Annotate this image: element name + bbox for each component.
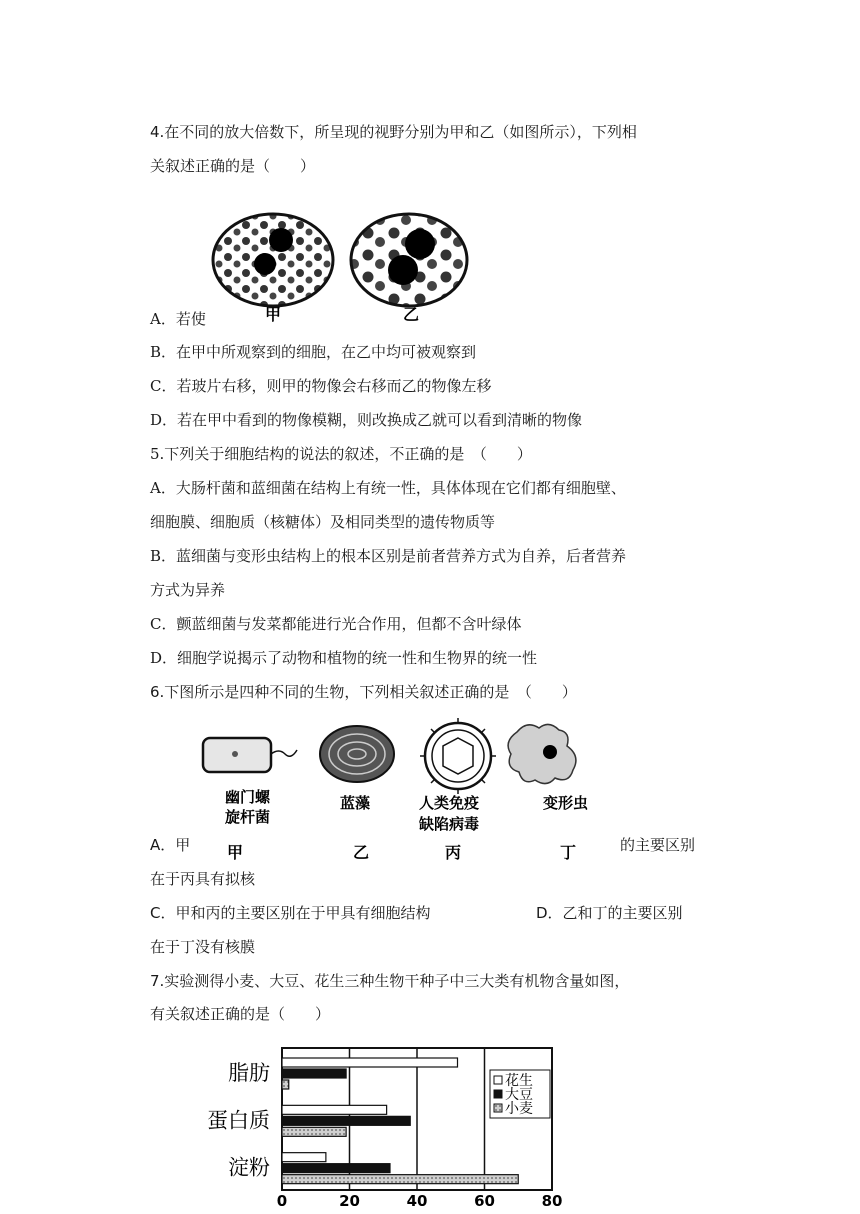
bar-花生-蛋白质 [282, 1105, 387, 1114]
organism-yi-label: 乙 [353, 843, 370, 862]
bar-花生-淀粉 [282, 1153, 326, 1162]
organism-bing-name1: 人类免疫 [419, 794, 480, 812]
organism-ding-label: 丁 [560, 843, 577, 862]
q5-option-c: C．颤蓝细菌与发菜都能进行光合作用，但都不含叶绿体 [150, 615, 522, 633]
q5-option-a-line1: A．大肠杆菌和蓝细菌在结构上有统一性，具体体现在它们都有细胞壁、 [150, 479, 626, 497]
legend-label-花生: 花生 [505, 1073, 533, 1089]
x-tick-label-60: 60 [474, 1192, 495, 1210]
q4-microscope-figure [205, 204, 470, 324]
organism-ding-body [508, 724, 576, 783]
q4-option-b: B．在甲中所观察到的细胞，在乙中均可被观察到 [150, 343, 477, 361]
q6-option-c: C．甲和丙的主要区别在于甲具有细胞结构 [150, 904, 431, 922]
organism-bing-label: 丙 [445, 843, 462, 862]
organism-yi-name: 蓝藻 [340, 794, 371, 812]
q7-bar-chart [190, 1040, 570, 1210]
bar-大豆-淀粉 [282, 1164, 390, 1173]
q5-option-a-line2: 细胞膜、细胞质（核糖体）及相同类型的遗传物质等 [150, 513, 496, 531]
legend-swatch-小麦 [494, 1104, 502, 1112]
q5-option-b-line1: B．蓝细菌与变形虫结构上的根本区别是前者营养方式为自养，后者营养 [150, 547, 627, 565]
bar-花生-脂肪 [282, 1058, 458, 1067]
q6-option-b-line2: 在于丙具有拟核 [150, 870, 256, 888]
q6-stem: 6.下图所示是四种不同的生物，下列相关叙述正确的是 （ ） [150, 683, 577, 701]
q7-stem-line1: 7.实验测得小麦、大豆、花生三种生物干种子中三大类有机物含量如图， [150, 972, 630, 990]
organism-jia-name1: 幽门螺 [225, 788, 271, 806]
x-tick-label-0: 0 [276, 1192, 288, 1210]
q4-option-c: C．若玻片右移，则甲的物像会右移而乙的物像左移 [150, 377, 492, 395]
q5-option-b-line2: 方式为异养 [150, 581, 226, 599]
q6-option-a-start: A．甲 [150, 836, 191, 854]
category-label-蛋白质: 蛋白质 [207, 1108, 270, 1133]
organism-jia-name2: 旋杆菌 [225, 808, 271, 826]
organism-ding-name: 变形虫 [543, 794, 589, 812]
bar-小麦-脂肪 [282, 1080, 289, 1089]
q6-option-b-end: 的主要区别 [620, 836, 696, 854]
fig-label-yi: 乙 [403, 305, 420, 324]
legend-swatch-花生 [494, 1076, 502, 1084]
bar-小麦-淀粉 [282, 1175, 518, 1184]
organism-jia-label: 甲 [227, 843, 244, 862]
bar-大豆-脂肪 [282, 1069, 346, 1078]
bar-小麦-蛋白质 [282, 1127, 346, 1136]
legend-swatch-大豆 [494, 1090, 502, 1098]
q6-option-d-line2: 在于丁没有核膜 [150, 938, 256, 956]
fig-label-jia: 甲 [265, 305, 282, 324]
q6-organisms-figure [195, 716, 635, 864]
q4-stem-line2: 关叙述正确的是（ ） [150, 157, 316, 175]
x-tick-label-20: 20 [339, 1192, 360, 1210]
q4-option-d: D．若在甲中看到的物像模糊，则改换成乙就可以看到清晰的物像 [150, 411, 583, 429]
q7-stem-line2: 有关叙述正确的是（ ） [150, 1005, 331, 1023]
legend-label-大豆: 大豆 [505, 1087, 533, 1103]
x-tick-label-80: 80 [541, 1192, 563, 1210]
category-label-脂肪: 脂肪 [228, 1061, 270, 1085]
organism-bing-name2: 缺陷病毒 [419, 815, 480, 833]
q5-stem: 5.下列关于细胞结构的说法的叙述，不正确的是 （ ） [150, 445, 532, 463]
legend-label-小麦: 小麦 [505, 1101, 533, 1117]
q4-option-a: A．若使 [150, 310, 206, 328]
category-label-淀粉: 淀粉 [228, 1155, 270, 1180]
x-tick-label-40: 40 [406, 1192, 428, 1210]
q5-option-d: D．细胞学说揭示了动物和植物的统一性和生物界的统一性 [150, 649, 538, 667]
bar-大豆-蛋白质 [282, 1116, 410, 1125]
q4-stem-line1: 4.在不同的放大倍数下，所呈现的视野分别为甲和乙（如图所示），下列相 [150, 123, 637, 141]
q6-option-d: D．乙和丁的主要区别 [536, 904, 683, 922]
